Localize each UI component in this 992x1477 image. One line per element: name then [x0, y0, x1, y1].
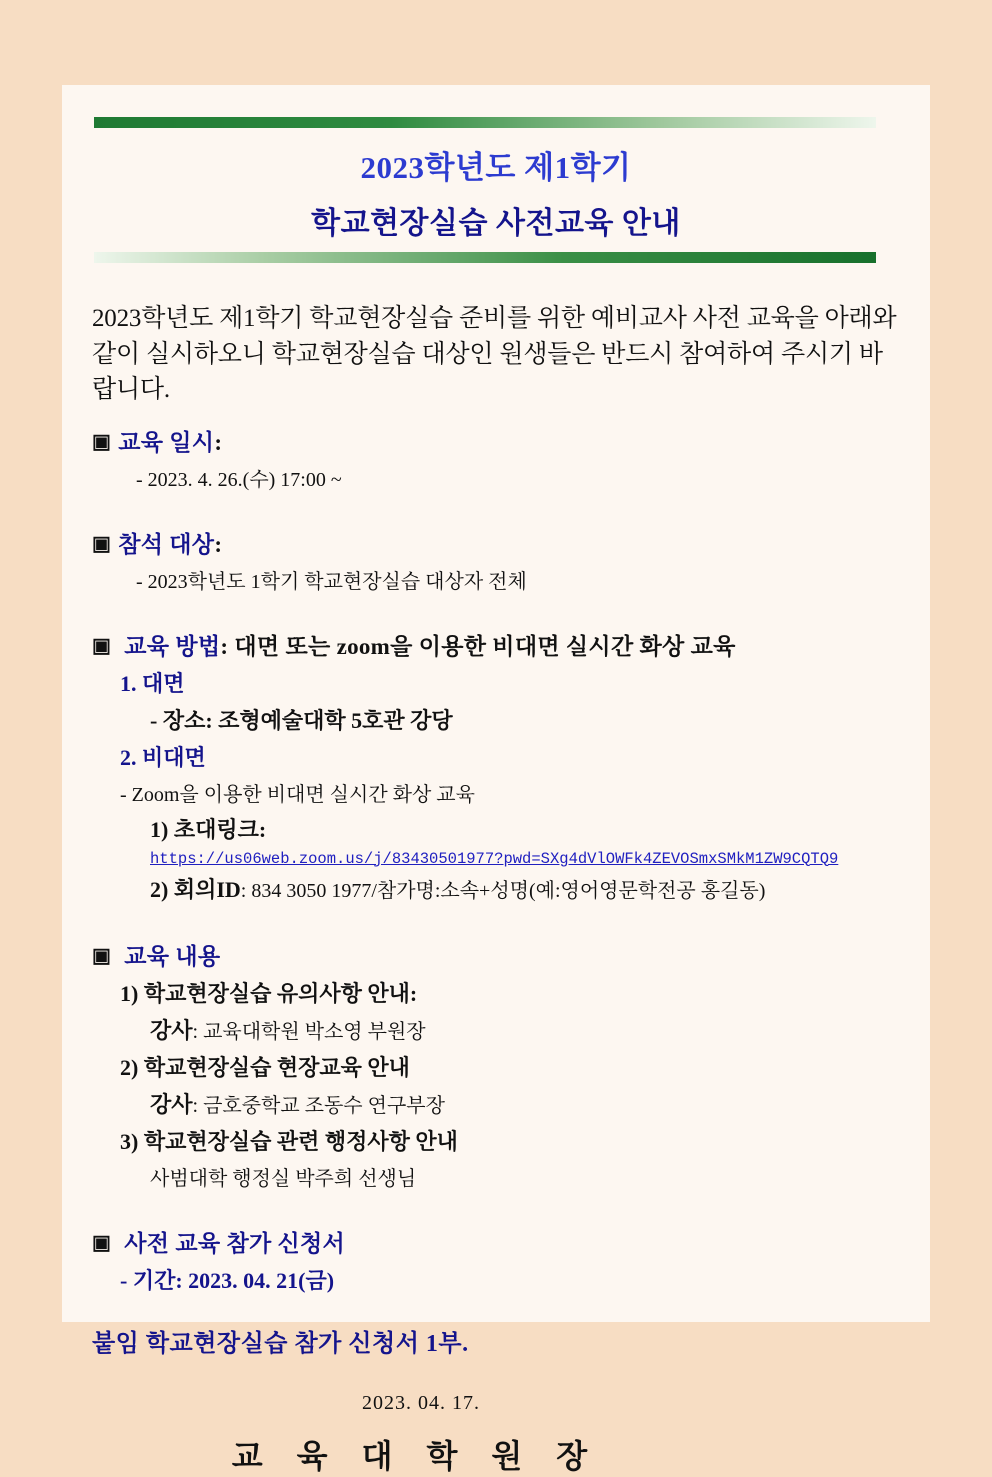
- title-block: [92, 128, 900, 252]
- lecturer-label: 강사: [150, 1017, 193, 1043]
- section-heading: [92, 1225, 900, 1258]
- section-heading-text: 참석 대상: [118, 531, 215, 557]
- content-item-title: 1) 학교현장실습 유의사항 안내:: [120, 980, 418, 1006]
- section-training-method: [92, 628, 900, 904]
- section-heading: [92, 628, 900, 661]
- section-training-content: [92, 938, 900, 1191]
- square-bullet-icon: ▣: [92, 532, 112, 555]
- section-training-datetime: [92, 424, 900, 492]
- method-online-meeting-id: [150, 873, 900, 904]
- content-item-lecturer: [150, 1088, 900, 1119]
- application-period: - 기간: 2023. 04. 21(금): [120, 1267, 335, 1293]
- intro-paragraph: 2023학년도 제1학기 학교현장실습 준비를 위한 예비교사 사전 교육을 아래와 같이 실시하오니 학교현장실습 대상인 원생들은 반드시 참여하여 주시기 바랍니다.: [92, 305, 897, 403]
- section-heading: [92, 526, 900, 559]
- content-item-title: 2) 학교현장실습 현장교육 안내: [120, 1054, 410, 1080]
- header-rule-bottom: [94, 252, 876, 263]
- issue-date: 2023. 04. 17.: [362, 1391, 480, 1414]
- content-item-lecturer: 사범대학 행정실 박주희 선생님: [150, 1167, 417, 1190]
- method-online-invite-label: 1) 초대링크:: [150, 816, 267, 842]
- square-bullet-icon: ▣: [92, 1231, 112, 1254]
- section-heading: [92, 424, 900, 457]
- section-heading-text: 교육 내용: [124, 943, 221, 969]
- method-offline-location: - 장소: 조형예술대학 5호관 강당: [150, 707, 453, 733]
- zoom-invite-link[interactable]: https://us06web.zoom.us/j/83430501977?pwd=SXg4dVlOWFk4ZEVOSmxSMkM1ZW9CQTQ9: [150, 849, 839, 868]
- document-title-line2: 학교현장실습 사전교육 안내: [311, 207, 681, 240]
- section-line: - 2023학년도 1학기 학교현장실습 대상자 전체: [136, 570, 527, 593]
- lecturer-label: 강사: [150, 1091, 193, 1117]
- section-heading: [92, 938, 900, 971]
- method-online-detail: - Zoom을 이용한 비대면 실시간 화상 교육: [120, 783, 475, 806]
- document-body: [92, 117, 900, 1474]
- document-title-line1: 2023학년도 제1학기: [360, 150, 632, 185]
- content-item-lecturer: [150, 1014, 900, 1045]
- section-application: [92, 1225, 900, 1295]
- method-offline-label: 1. 대면: [120, 670, 185, 696]
- square-bullet-icon: ▣: [92, 634, 112, 657]
- method-online-label: 2. 비대면: [120, 744, 206, 770]
- meeting-id-value: : 834 3050 1977/참가명:소속+성명(예:영어영문학전공 홍길동): [240, 879, 766, 902]
- content-item-title: 3) 학교현장실습 관련 행정사항 안내: [120, 1128, 458, 1154]
- section-heading-suffix: :: [214, 531, 223, 557]
- lecturer-value: : 교육대학원 박소영 부원장: [192, 1020, 426, 1043]
- section-heading-text: 사전 교육 참가 신청서: [124, 1230, 346, 1256]
- meeting-id-label: 2) 회의ID: [150, 876, 241, 902]
- document-page: [62, 85, 930, 1474]
- square-bullet-icon: ▣: [92, 430, 112, 453]
- section-heading-suffix: :: [214, 429, 223, 455]
- section-heading-text: 교육 방법: [124, 633, 221, 659]
- square-bullet-icon: ▣: [92, 944, 112, 967]
- attachment-note: 붙임 학교현장실습 참가 신청서 1부.: [92, 1330, 469, 1357]
- section-heading-text: 교육 일시: [118, 429, 215, 455]
- section-heading-suffix: : 대면 또는 zoom을 이용한 비대면 실시간 화상 교육: [220, 633, 736, 659]
- header-rule-top: [94, 117, 876, 128]
- section-line: - 2023. 4. 26.(수) 17:00 ~: [136, 468, 342, 491]
- issuer-signature: 교 육 대 학 원 장: [231, 1437, 601, 1474]
- section-attendees: [92, 526, 900, 594]
- lecturer-value: : 금호중학교 조동수 연구부장: [192, 1094, 445, 1117]
